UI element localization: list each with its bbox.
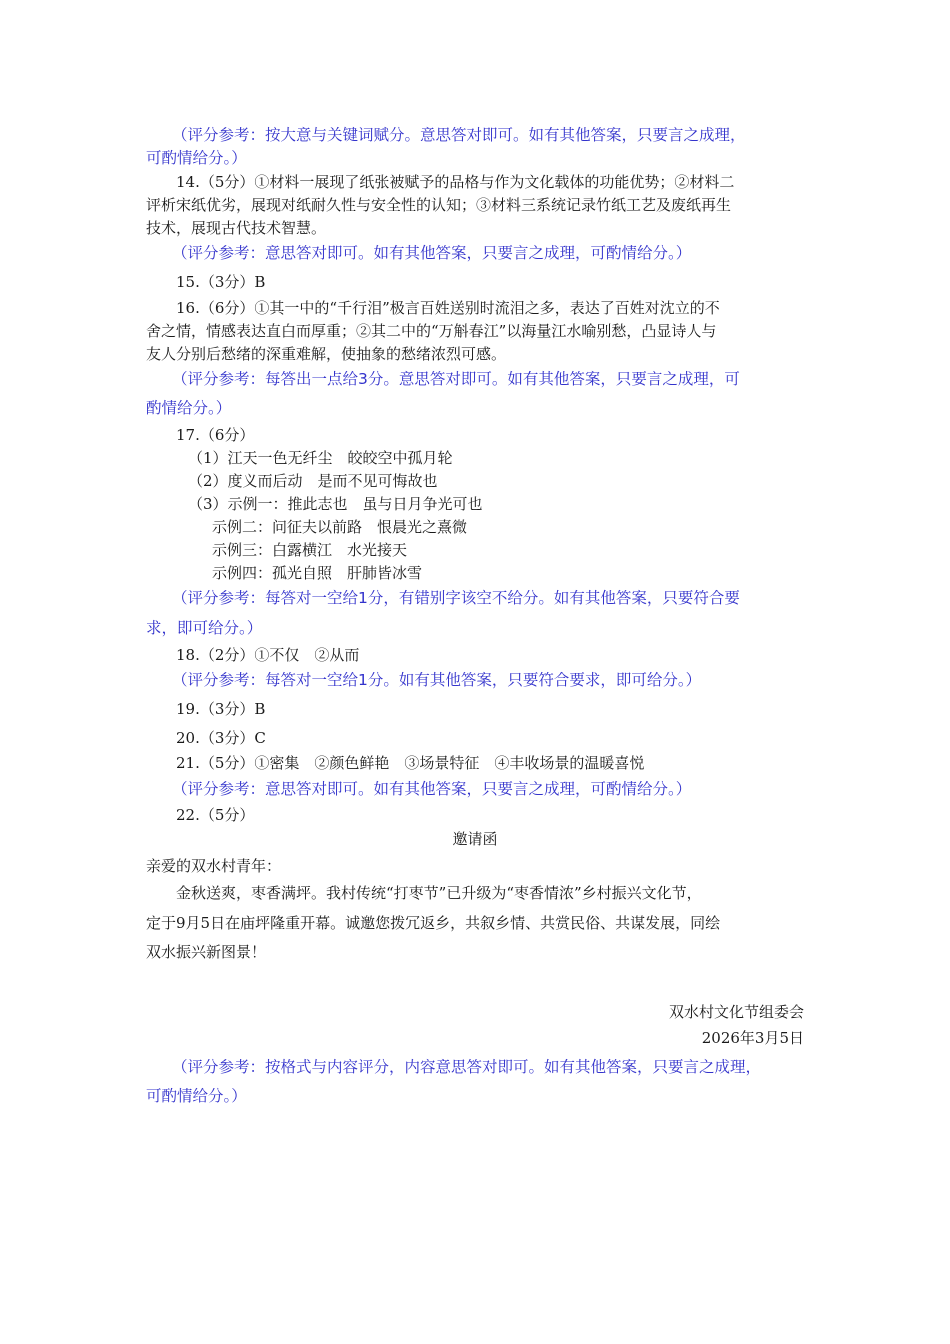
letter-date: 2026年3月5日 <box>701 1029 804 1047</box>
letter-greeting: 亲爱的双水村青年： <box>146 857 282 875</box>
grading-note-13-cont: 可酌情给分。） <box>146 149 247 167</box>
answer-17-example3: 示例三：白露横江 水光接天 <box>212 541 408 559</box>
answer-17-example2: 示例二：问征夫以前路 恨晨光之熹微 <box>212 518 468 536</box>
answer-17-example4: 示例四：孤光自照 肝肺皆冰雪 <box>212 564 423 582</box>
answer-16: 16.（6分）①其一中的“千行泪”极言百姓送别时流泪之多，表达了百姓对沈立的不 <box>176 299 720 317</box>
answer-19: 19.（3分）B <box>176 700 266 718</box>
answer-14-line2: 评析宋纸优劣，展现对纸耐久性与安全性的认知；③材料三系统记录竹纸工艺及废纸再生 <box>146 196 732 214</box>
answer-15: 15.（3分）B <box>176 273 266 291</box>
answer-22: 22.（5分） <box>176 806 255 824</box>
grading-note-21: （评分参考：意思答对即可。如有其他答案，只要言之成理，可酌情给分。） <box>172 780 692 798</box>
answer-18: 18.（2分）①不仅 ②从而 <box>176 646 360 664</box>
grading-note-22: （评分参考：按格式与内容评分，内容意思答对即可。如有其他答案，只要言之成理， <box>172 1058 762 1076</box>
answer-16-line3: 友人分别后愁绪的深重难解，使抽象的愁绪浓烈可感。 <box>146 345 507 363</box>
letter-body-line2: 定于9月5日在庙坪隆重开幕。诚邀您拨冗返乡，共叙乡情、共赏民俗、共谋发展，同绘 <box>146 914 721 932</box>
answer-20: 20.（3分）C <box>176 729 266 747</box>
grading-note-16: （评分参考：每答出一点给3分。意思答对即可。如有其他答案，只要言之成理，可 <box>172 370 740 388</box>
grading-note-17-cont: 求，即可给分。） <box>146 619 263 637</box>
answer-14: 14.（5分）①材料一展现了纸张被赋予的品格与作为文化载体的功能优势；②材料二 <box>176 173 735 191</box>
grading-note-14: （评分参考：意思答对即可。如有其他答案，只要言之成理，可酌情给分。） <box>172 244 692 262</box>
grading-note-13: （评分参考：按大意与关键词赋分。意思答对即可。如有其他答案，只要言之成理， <box>172 126 746 144</box>
letter-title: 邀请函 <box>452 830 498 848</box>
answer-17-3: （3）示例一：推此志也 虽与日月争光可也 <box>188 495 483 513</box>
letter-body-line3: 双水振兴新图景！ <box>146 943 267 961</box>
answer-17-2: （2）度义而后动 是而不见可悔故也 <box>188 472 438 490</box>
grading-note-22-cont: 可酌情给分。） <box>146 1087 247 1105</box>
answer-17: 17.（6分） <box>176 426 255 444</box>
letter-body-line1: 金秋送爽，枣香满坪。我村传统“打枣节”已升级为“枣香情浓”乡村振兴文化节， <box>176 884 702 902</box>
answer-21: 21.（5分）①密集 ②颜色鲜艳 ③场景特征 ④丰收场景的温暖喜悦 <box>176 754 645 772</box>
letter-signature: 双水村文化节组委会 <box>668 1003 804 1021</box>
grading-note-16-cont: 酌情给分。） <box>146 399 232 417</box>
grading-note-17: （评分参考：每答对一空给1分，有错别字该空不给分。如有其他答案，只要符合要 <box>172 589 740 607</box>
answer-14-line3: 技术，展现古代技术智慧。 <box>146 219 327 237</box>
answer-17-1: （1）江天一色无纤尘 皎皎空中孤月轮 <box>188 449 453 467</box>
grading-note-18: （评分参考：每答对一空给1分。如有其他答案，只要符合要求，即可给分。） <box>172 671 702 689</box>
answer-16-line2: 舍之情，情感表达直白而厚重；②其二中的“万斛春江”以海量江水喻别愁，凸显诗人与 <box>146 322 717 340</box>
